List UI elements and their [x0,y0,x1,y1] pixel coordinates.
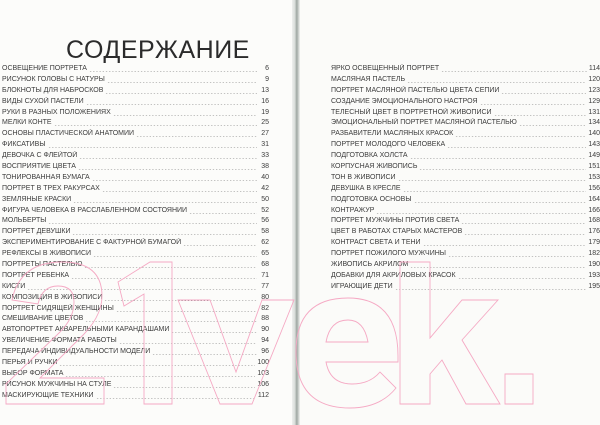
toc-entry-page-number: 9 [265,75,269,83]
toc-entry-title: ВЫБОР ФОРМАТА [2,369,64,377]
toc-entry [2,162,269,173]
toc-entry-title: РЕФЛЕКСЫ В ЖИВОПИСИ [2,250,92,258]
dot-leader [152,354,257,355]
toc-entry-page-number: 179 [588,239,600,247]
dot-leader [113,387,255,388]
toc-entry-title: ЭКСПЕРИМЕНТИРОВАНИЕ С ФАКТУРНОЙ БУМАГОЙ [2,239,182,247]
toc-entry-page-number: 182 [588,250,600,258]
toc-entry-title: ПОРТРЕТ ПОЖИЛОГО МУЖЧИНЫ [331,250,446,258]
toc-entry-title: ПЕРЬЯ И РУЧКИ [2,359,58,367]
toc-entry [331,86,600,97]
toc-entry [2,75,269,86]
dot-leader [89,71,257,72]
toc-entry [2,271,269,282]
toc-entry [331,184,600,195]
toc-list-right [331,64,600,293]
toc-entry [2,129,269,140]
dot-leader [78,169,257,170]
dot-leader [113,115,257,116]
toc-entry-title: ОСНОВЫ ПЛАСТИЧЕСКОЙ АНАТОМИИ [2,130,135,138]
toc-entry [2,184,269,195]
toc-entry-title: УВЕЛИЧЕНИЕ ФОРМАТА РАБОТЫ [2,337,117,345]
toc-entry-title: ПОРТРЕТ ДЕВУШКИ [2,228,71,236]
toc-entry-page-number: 96 [261,348,269,356]
toc-entry [331,195,600,206]
toc-entry-title: ПОРТРЕТ СИДЯЩЕЙ ЖЕНЩИНЫ [2,304,114,312]
toc-entry-title: ФИГУРА ЧЕЛОВЕКА В РАССЛАБЛЕННОМ СОСТОЯНИИ [2,206,188,214]
toc-entry [331,108,600,119]
toc-entry-page-number: 166 [588,206,600,214]
toc-entry [2,64,269,75]
dot-leader [72,234,257,235]
toc-entry-title: ПОДГОТОВКА ХОЛСТА [331,152,408,160]
toc-entry-title: РУКИ В РАЗНЫХ ПОЛОЖЕНИЯХ [2,108,111,116]
dot-leader [410,158,587,159]
toc-entry [2,173,269,184]
dot-leader [104,300,257,301]
toc-entry-page-number: 50 [261,195,269,203]
dot-leader [105,93,257,94]
toc-entry-page-number: 33 [261,152,269,160]
toc-entry [2,140,269,151]
toc-entry-page-number: 62 [261,239,269,247]
dot-leader [448,256,586,257]
toc-entry-title: ПОРТРЕТ МОЛОДОГО ЧЕЛОВЕКА [331,141,446,149]
toc-entry-title: ИГРАЮЩИЕ ДЕТИ [331,282,393,290]
toc-entry-title: ПОДГОТОВКА ОСНОВЫ [331,195,412,203]
dot-leader [136,136,257,137]
toc-entry-page-number: 77 [261,282,269,290]
toc-entry-page-number: 112 [257,391,269,399]
toc-entry-page-number: 13 [261,86,269,94]
dot-leader [84,267,257,268]
toc-entry-page-number: 120 [588,75,600,83]
toc-entry-title: ОСВЕЩЕНИЕ ПОРТРЕТА [2,65,87,72]
toc-entry [2,238,269,249]
toc-entry-title: БЛОКНОТЫ ДЛЯ НАБРОСКОВ [2,86,104,94]
toc-entry-title: АВТОПОРТРЕТ АКВАРЕЛЬНЫМИ КАРАНДАШАМИ [2,326,170,334]
dot-leader [116,311,257,312]
toc-entry-page-number: 31 [261,141,269,149]
toc-entry [331,129,600,140]
toc-entry [331,173,600,184]
toc-entry-title: ЦВЕТ В РАБОТАХ СТАРЫХ МАСТЕРОВ [331,228,463,236]
dot-leader [501,93,586,94]
toc-entry-page-number: 65 [261,250,269,258]
toc-entry [2,195,269,206]
toc-entry-title: ПЕРЕДАЧА ИНДИВИДУАЛЬНОСТИ МОДЕЛИ [2,348,151,356]
dot-leader [102,191,257,192]
toc-entry-title: МАСЛЯНАЯ ПАСТЕЛЬ [331,75,406,83]
toc-entry-page-number: 195 [588,282,600,290]
toc-entry [331,118,600,129]
toc-entry-page-number: 68 [261,261,269,269]
toc-entry [2,260,269,271]
toc-entry [2,369,269,380]
toc-entry [2,336,269,347]
toc-entry-page-number: 190 [588,261,600,269]
toc-entry-page-number: 19 [261,108,269,116]
left-page [0,0,292,425]
toc-entry-title: ВОСПРИЯТИЕ ЦВЕТА [2,163,76,171]
dot-leader [447,147,586,148]
dot-leader [171,332,257,333]
toc-entry-title: ПОРТРЕТ МУЖЧИНЫ ПРОТИВ СВЕТА [331,217,460,225]
toc-entry [331,249,600,260]
toc-entry-title: ДОБАВКИ ДЛЯ АКРИЛОВЫХ КРАСОК [331,271,456,279]
dot-leader [419,169,586,170]
toc-entry-page-number: 40 [261,173,269,181]
dot-leader [59,365,255,366]
toc-entry-page-number: 149 [588,152,600,160]
book-spine [292,0,300,425]
toc-entry-page-number: 114 [588,65,600,72]
toc-entry [2,325,269,336]
dot-leader [410,267,586,268]
toc-entry-title: МАСКИРУЮЩИЕ ТЕХНИКИ [2,391,94,399]
dot-leader [464,234,586,235]
toc-entry-page-number: 123 [588,86,600,94]
toc-entry [331,271,600,282]
toc-entry-title: ПОРТРЕТЫ ПАСТЕЛЬЮ [2,261,83,269]
toc-entry [331,97,600,108]
toc-entry [2,108,269,119]
toc-entry [2,151,269,162]
dot-leader [119,343,257,344]
toc-entry-page-number: 143 [588,141,600,149]
toc-entry-title: ТОН В ЖИВОПИСИ [331,173,396,181]
toc-entry-page-number: 151 [588,163,600,171]
dot-leader [480,104,587,105]
dot-leader [398,180,587,181]
toc-entry [2,227,269,238]
toc-entry-title: ТОНИРОВАННАЯ БУМАГА [2,173,90,181]
toc-entry-title: РАЗБАВИТЕЛИ МАСЛЯНЫХ КРАСОК [331,130,454,138]
toc-entry-page-number: 106 [257,380,269,388]
toc-entry-page-number: 134 [588,119,600,127]
toc-entry-page-number: 42 [261,184,269,192]
toc-entry [331,260,600,271]
dot-leader [395,289,587,290]
toc-entry-page-number: 90 [261,326,269,334]
toc-entry-title: КОНТРАСТ СВЕТА И ТЕНИ [331,239,421,247]
toc-entry-page-number: 52 [261,206,269,214]
dot-leader [519,125,587,126]
toc-entry-page-number: 56 [261,217,269,225]
toc-entry [2,216,269,227]
toc-entry-title: ЗЕМЛЯНЫЕ КРАСКИ [2,195,72,203]
toc-entry [331,282,600,293]
toc-entry [331,162,600,173]
toc-entry [331,238,600,249]
dot-leader [96,398,256,399]
dot-leader [48,223,257,224]
toc-entry-page-number: 58 [261,228,269,236]
dot-leader [93,256,257,257]
toc-entry-page-number: 131 [588,108,600,116]
dot-leader [65,376,255,377]
toc-entry-title: МОЛЬБЕРТЫ [2,217,47,225]
toc-entry [2,206,269,217]
toc-entry-page-number: 25 [261,119,269,127]
toc-entry-title: СОЗДАНИЕ ЭМОЦИОНАЛЬНОГО НАСТРОЯ [331,97,478,105]
toc-entry [331,206,600,217]
toc-entry-title: КОМПОЗИЦИЯ В ЖИВОПИСИ [2,293,103,301]
toc-entry-page-number: 82 [261,304,269,312]
toc-entry-page-number: 38 [261,163,269,171]
dot-leader [107,82,257,83]
toc-entry [331,140,600,151]
dot-leader [494,115,587,116]
toc-entry-page-number: 100 [257,359,269,367]
toc-entry-page-number: 94 [261,337,269,345]
toc-entry-page-number: 103 [257,369,269,377]
toc-entry-page-number: 27 [261,130,269,138]
dot-leader [414,202,587,203]
toc-list-left [2,64,269,402]
toc-entry [2,97,269,108]
toc-entry-page-number: 140 [588,130,600,138]
dot-leader [86,104,257,105]
dot-leader [403,191,587,192]
toc-entry-title: ДЕВОЧКА С ФЛЕЙТОЙ [2,152,78,160]
toc-entry [2,391,269,402]
toc-entry-title: ЖИВОПИСЬ АКРИЛОМ [331,261,409,269]
toc-entry-title: ПОРТРЕТ В ТРЕХ РАКУРСАХ [2,184,100,192]
dot-leader [455,136,586,137]
dot-leader [189,213,257,214]
toc-entry-page-number: 71 [261,271,269,279]
toc-entry-title: ПОРТРЕТ МАСЛЯНОЙ ПАСТЕЛЬЮ ЦВЕТА СЕПИИ [331,86,500,94]
dot-leader [54,125,257,126]
dot-leader [48,147,257,148]
toc-entry-page-number: 88 [261,315,269,323]
toc-entry-page-number: 80 [261,293,269,301]
toc-entry [331,227,600,238]
toc-entry-page-number: 16 [261,97,269,105]
toc-entry [2,282,269,293]
toc-entry [2,304,269,315]
dot-leader [73,202,257,203]
toc-entry [2,118,269,129]
toc-entry-page-number: 153 [588,173,600,181]
dot-leader [458,278,587,279]
toc-entry-title: ПОРТРЕТ РЕБЕНКА [2,271,70,279]
toc-entry-title: ТЕЛЕСНЫЙ ЦВЕТ В ПОРТРЕТНОЙ ЖИВОПИСИ [331,108,492,116]
toc-entry-title: ДЕВУШКА В КРЕСЛЕ [331,184,401,192]
toc-entry-page-number: 168 [588,217,600,225]
toc-entry [2,358,269,369]
toc-entry [2,86,269,97]
dot-leader [79,158,257,159]
dot-leader [85,321,257,322]
dot-leader [183,245,257,246]
toc-entry-title: КОРПУСНАЯ ЖИВОПИСЬ [331,163,418,171]
dot-leader [71,278,257,279]
toc-entry-title: ЯРКО ОСВЕЩЕННЫЙ ПОРТРЕТ [331,65,440,72]
toc-entry [2,347,269,358]
toc-entry-page-number: 164 [588,195,600,203]
toc-entry-title: ЭМОЦИОНАЛЬНЫЙ ПОРТРЕТ МАСЛЯНОЙ ПАСТЕЛЬЮ [331,119,517,127]
toc-entry [2,249,269,260]
toc-entry-page-number: 6 [265,65,269,72]
toc-entry-page-number: 156 [588,184,600,192]
page-title: СОДЕРЖАНИЕ [66,35,250,64]
toc-entry-title: ВИДЫ СУХОЙ ПАСТЕЛИ [2,97,84,105]
toc-entry-title: РИСУНОК ГОЛОВЫ С НАТУРЫ [2,75,105,83]
toc-entry [331,64,600,75]
dot-leader [441,71,587,72]
dot-leader [376,213,586,214]
toc-entry [2,293,269,304]
toc-entry-page-number: 129 [588,97,600,105]
toc-entry [331,216,600,227]
toc-entry [2,314,269,325]
toc-entry-page-number: 193 [588,271,600,279]
dot-leader [461,223,586,224]
toc-entry-title: РИСУНОК МУЖЧИНЫ НА СТУЛЕ [2,380,112,388]
dot-leader [92,180,257,181]
toc-entry-title: КОНТРАЖУР [331,206,375,214]
dot-leader [423,245,587,246]
toc-entry-title: КИСТИ [2,282,26,290]
toc-entry [331,151,600,162]
dot-leader [27,289,257,290]
toc-entry-title: МЕЛКИ КОНТЕ [2,119,52,127]
toc-entry [331,75,600,86]
dot-leader [407,82,586,83]
toc-entry-title: СМЕШИВАНИЕ ЦВЕТОВ [2,315,84,323]
toc-entry [2,380,269,391]
toc-entry-title: ФИКСАТИВЫ [2,141,46,149]
toc-entry-page-number: 176 [588,228,600,236]
